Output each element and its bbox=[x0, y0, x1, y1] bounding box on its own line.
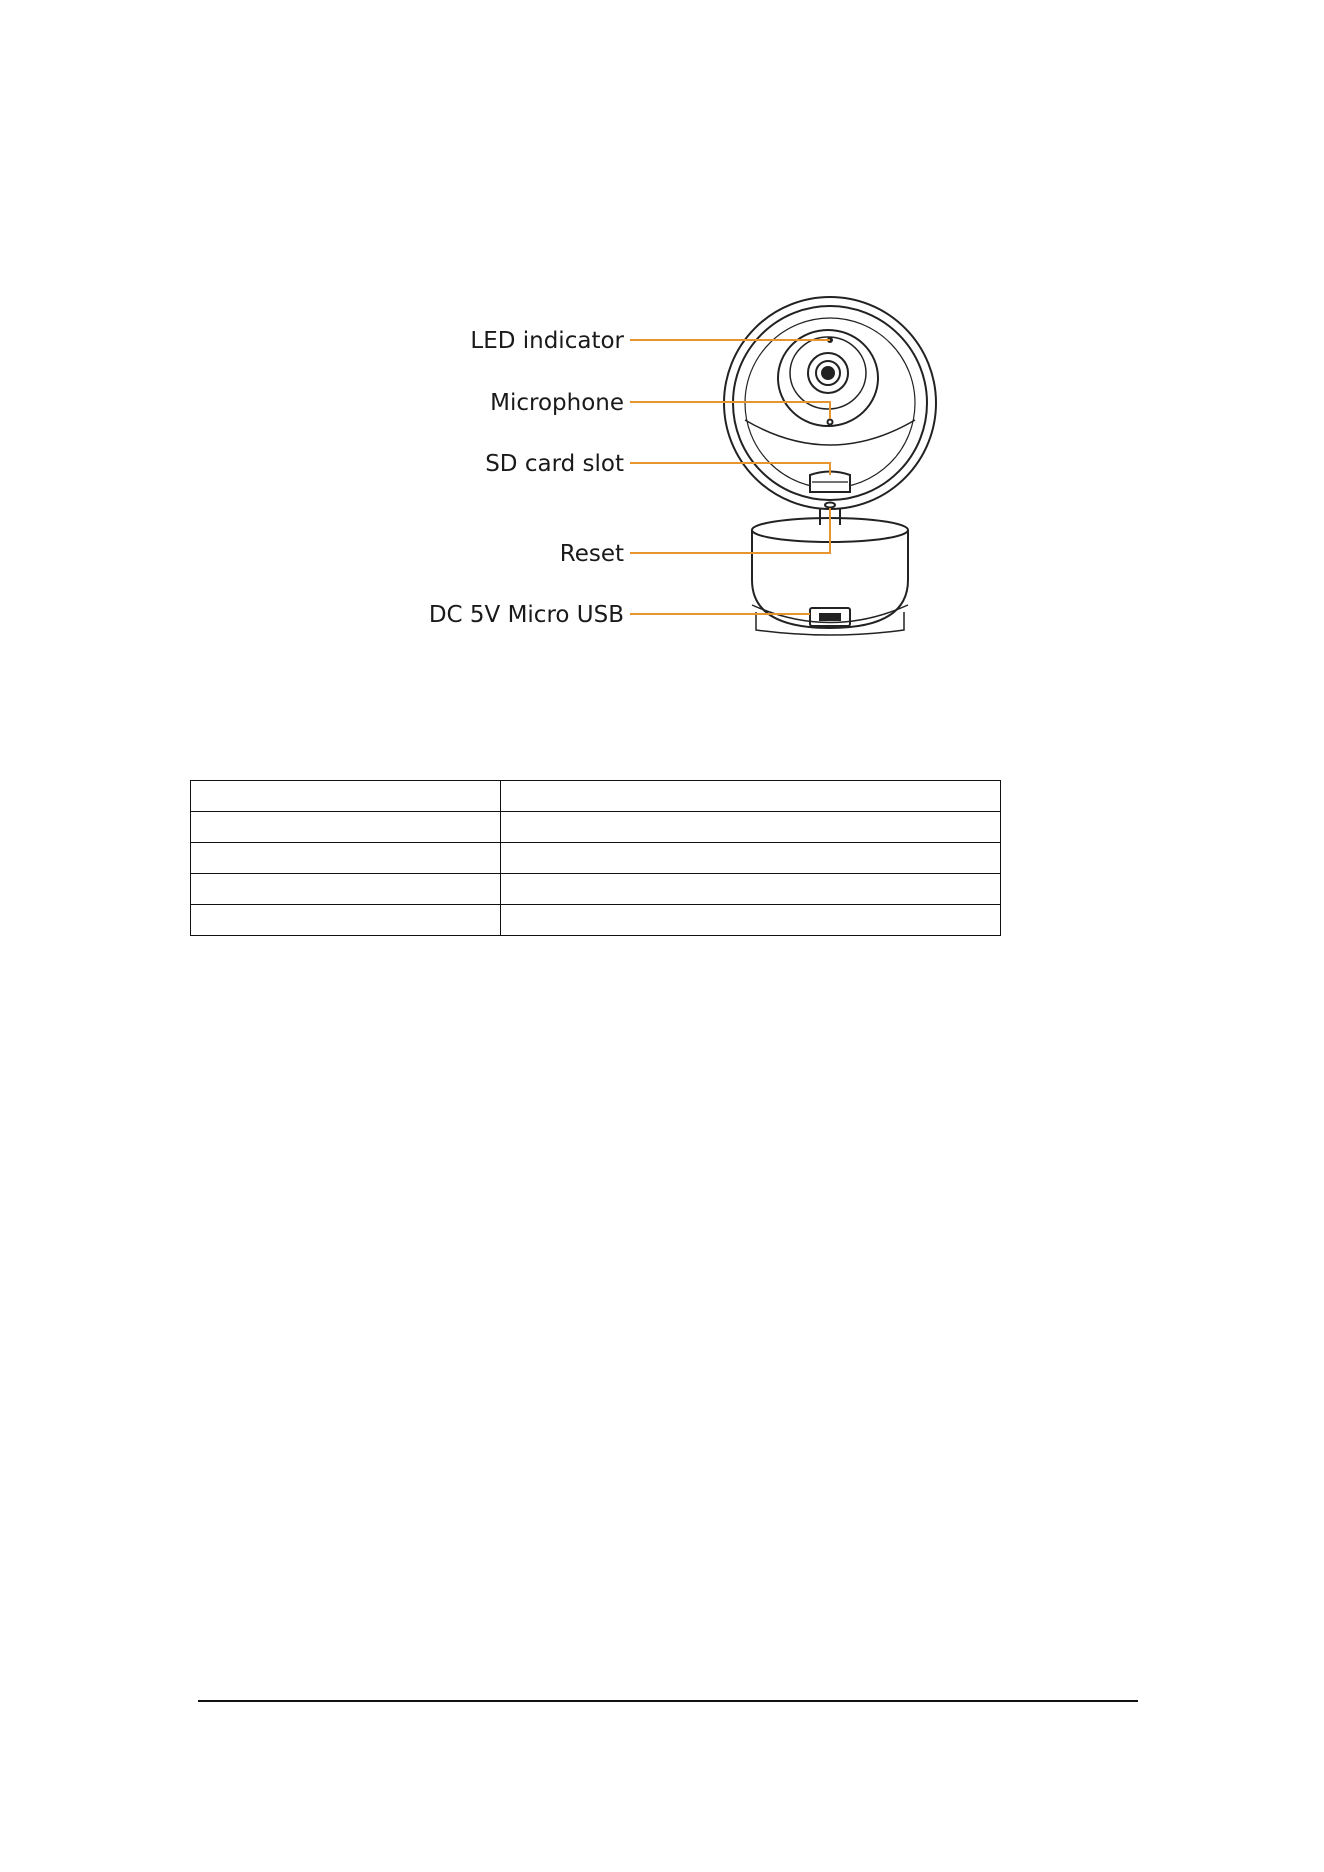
table-row bbox=[191, 874, 1001, 905]
footer-divider bbox=[198, 1700, 1138, 1702]
table-cell bbox=[191, 905, 501, 936]
table-cell bbox=[191, 874, 501, 905]
table-cell bbox=[191, 843, 501, 874]
table-cell bbox=[501, 874, 1001, 905]
label-reset: Reset bbox=[559, 541, 624, 567]
table-row bbox=[191, 781, 1001, 812]
table-cell bbox=[501, 781, 1001, 812]
callout-labels bbox=[429, 328, 625, 628]
table-row bbox=[191, 905, 1001, 936]
camera-diagram bbox=[0, 0, 1324, 700]
table-cell bbox=[191, 812, 501, 843]
label-usb: DC 5V Micro USB bbox=[428, 602, 624, 628]
table-row bbox=[191, 812, 1001, 843]
label-microphone: Microphone bbox=[490, 390, 624, 416]
table-cell bbox=[501, 843, 1001, 874]
table-cell bbox=[501, 812, 1001, 843]
label-sd-card-slot: SD card slot bbox=[485, 451, 624, 477]
table-cell bbox=[191, 781, 501, 812]
table-row bbox=[191, 843, 1001, 874]
spec-table bbox=[190, 780, 1001, 936]
table-cell bbox=[501, 905, 1001, 936]
label-led-indicator: LED indicator bbox=[470, 328, 624, 354]
